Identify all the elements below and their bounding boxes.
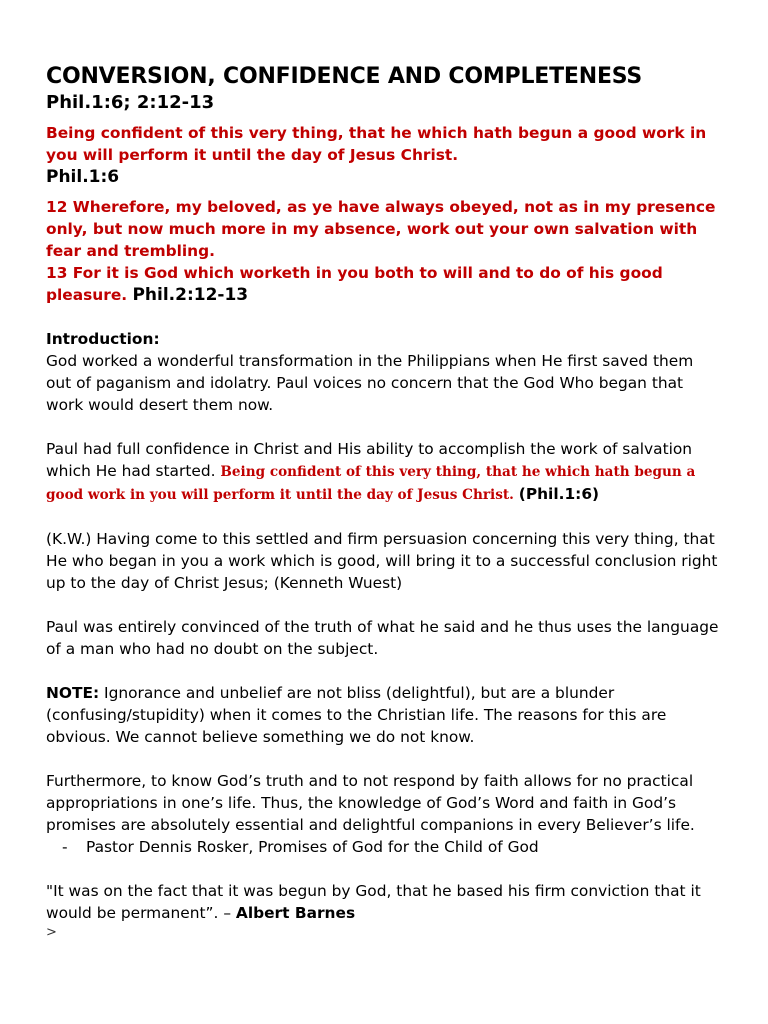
paragraph-2-lead: Paul had full confidence in Christ and His ability to accomplish the work of salvation which He had started. [46, 440, 693, 480]
attribution-text: Pastor Dennis Rosker, Promises of God for the Child of God [86, 838, 539, 856]
intro-paragraph-5: Furthermore, to know God’s truth and to not respond by faith allows for no practical appropriations in one’s life. Thus, the knowledge of God’s Word and faith in God’s promises are absolutely essential and delightful companions in every Believer’s life. [46, 772, 695, 834]
wuest-paragraph: (K.W.) Having come to this settled and firm persuasion concerning this very thing, that He who began in you a work which is good, will bring it to a successful conclusion right up to the day of Christ Jesus; (Kenneth Wuest) [46, 530, 718, 592]
verse-phil-2-12: 12 Wherefore, my beloved, as ye have always obeyed, not as in my presence only, but now much more in my absence, work out your own salvation with fear and trembling. [46, 198, 716, 260]
verse-phil-2-13-line [46, 262, 722, 306]
barnes-quote-author: Albert Barnes [235, 904, 356, 922]
intro-heading: Introduction: [46, 330, 160, 348]
attribution-bullet [46, 836, 722, 858]
intro-paragraph-2 [46, 438, 722, 506]
barnes-quote-text: "It was on the fact that it was begun by God, that he based his firm conviction that it would be permanent”. – [46, 882, 701, 922]
note-paragraph [46, 682, 722, 748]
page-title: CONVERSION, CONFIDENCE AND COMPLETENESS [46, 64, 643, 89]
barnes-quote [46, 880, 722, 924]
verse-ref-phil-2: Phil.2:12-13 [132, 285, 249, 305]
continuation-caret: > [46, 925, 57, 940]
bullet-dash: - [62, 838, 68, 856]
paragraph-2-quote: Being confident of this very thing, that he which hath begun a good work in you will perform it until the day of Jesus Christ. [46, 464, 696, 503]
page-subtitle: Phil.1:6; 2:12-13 [46, 92, 215, 113]
intro-paragraph-1: God worked a wonderful transformation in the Philippians when He first saved them out of paganism and idolatry. Paul voices no concern that the God Who began that work would desert them now. [46, 352, 694, 414]
note-text: Ignorance and unbelief are not bliss (delightful), but are a blunder (confusing/stupidity) when it comes to the Christian life. The reasons for this are obvious. We cannot believe something we do not know. [46, 684, 667, 746]
verse-phil-2-13: 13 For it is God which worketh in you both to will and to do of his good pleasure. [46, 264, 663, 304]
paragraph-2-ref: (Phil.1:6) [518, 485, 600, 503]
note-label: NOTE: [46, 684, 100, 702]
intro-paragraph-4: Paul was entirely convinced of the truth of what he said and he thus uses the language of a man who had no doubt on the subject. [46, 618, 719, 658]
verse-ref-phil-1-6: Phil.1:6 [46, 167, 120, 187]
verse-phil-1-6: Being confident of this very thing, that he which hath begun a good work in you will perform it until the day of Jesus Christ. [46, 124, 707, 164]
